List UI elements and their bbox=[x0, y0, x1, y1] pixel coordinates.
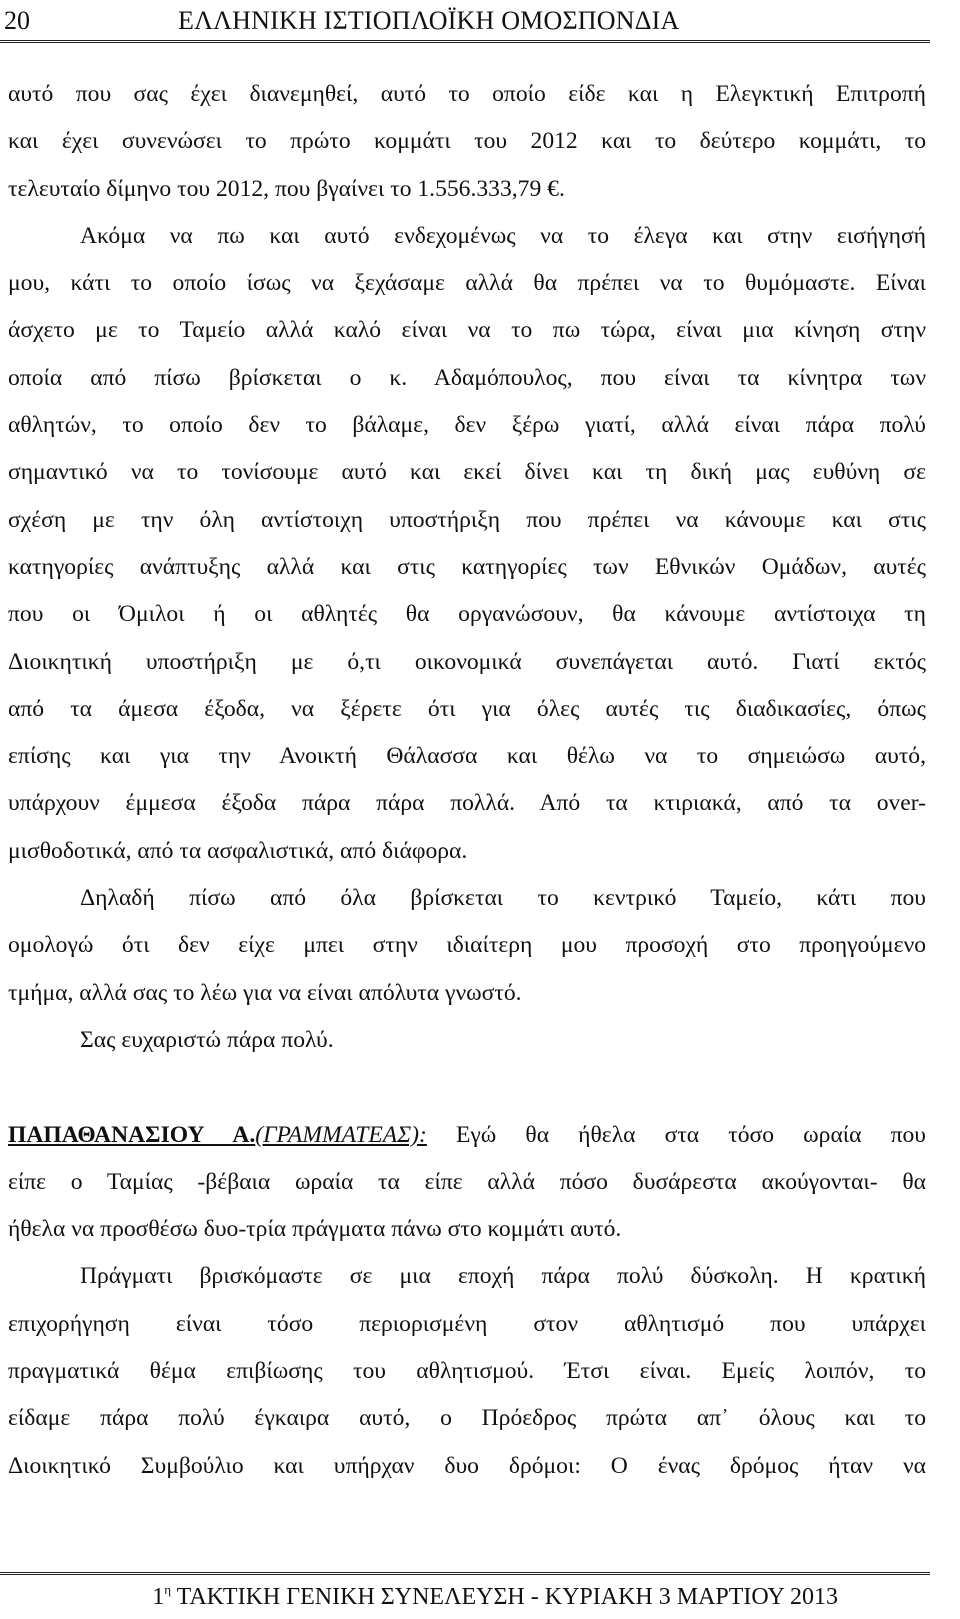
text-line: άσχετο με το Ταμείο αλλά καλό είναι να το πω τώρα, είναι μια κίνηση στην bbox=[8, 317, 926, 344]
page-footer bbox=[0, 1572, 930, 1619]
header-title: ΕΛΛΗΝΙΚΗ ΙΣΤΙΟΠΛΟΪΚΗ ΟΜΟΣΠΟΝΔΙΑ bbox=[178, 6, 680, 35]
page-header bbox=[0, 4, 930, 43]
text-line: ομολογώ ότι δεν είχε μπει στην ιδιαίτερη μου προσοχή στο προηγούμενο bbox=[8, 932, 926, 959]
text-line: τμήμα, αλλά σας το λέω για να είναι απόλυτα γνωστό. bbox=[8, 979, 522, 1006]
page-number: 20 bbox=[4, 6, 30, 35]
text-line: σχέση με την όλη αντίστοιχη υποστήριξη που πρέπει να κάνουμε και στις bbox=[8, 506, 926, 533]
speaker-line-text: Εγώ θα ήθελα στα τόσο ωραία που bbox=[426, 1121, 926, 1148]
text-line: επίσης και για την Ανοικτή Θάλασσα και θέλω να το σημειώσω αυτό, bbox=[8, 743, 926, 770]
text-line: είπε ο Ταμίας -βέβαια ωραία τα είπε αλλά πόσο δυσάρεστα ακούγονται- θα bbox=[8, 1168, 926, 1195]
text-line: αθλητών, το οποίο δεν το βάλαμε, δεν ξέρω γιατί, αλλά είναι πάρα πολύ bbox=[8, 412, 926, 439]
text-line: Σας ευχαριστώ πάρα πολύ. bbox=[80, 1026, 334, 1053]
footer-ordinal-suffix: η bbox=[164, 1582, 172, 1597]
text-line: σημαντικό να το τονίσουμε αυτό και εκεί δίνει και τη δική μας ευθύνη σε bbox=[8, 459, 926, 486]
speaker-name: ΠΑΠΑΘΑΝΑΣΙΟΥ Α. bbox=[8, 1121, 256, 1148]
text-line: Δηλαδή πίσω από όλα βρίσκεται το κεντρικό Ταμείο, κάτι που bbox=[80, 885, 926, 912]
speaker-role: (ΓΡΑΜΜΑΤΕΑΣ): bbox=[255, 1121, 427, 1148]
text-line: επιχορήγηση είναι τόσο περιορισμένη στον αθλητισμό που υπάρχει bbox=[8, 1310, 926, 1337]
speaker-line bbox=[8, 1112, 926, 1159]
text-line: Διοικητικό Συμβούλιο και υπήρχαν δυο δρόμοι: Ο ένας δρόμος ήταν να bbox=[8, 1452, 926, 1479]
text-line: που οι Όμιλοι ή οι αθλητές θα οργανώσουν, θα κάνουμε αντίστοιχα τη bbox=[8, 601, 926, 628]
document-body bbox=[8, 71, 926, 1490]
text-line: οποία από πίσω βρίσκεται ο κ. Αδαμόπουλος, που είναι τα κίνητρα των bbox=[8, 364, 926, 391]
text-line: Διοικητική υποστήριξη με ό,τι οικονομικά συνεπάγεται αυτό. Γιατί εκτός bbox=[8, 648, 926, 675]
text-line: Ακόμα να πω και αυτό ενδεχομένως να το έλεγα και στην εισήγησή bbox=[80, 222, 926, 249]
text-line: και έχει συνενώσει το πρώτο κομμάτι του 2012 και το δεύτερο κομμάτι, το bbox=[8, 128, 926, 155]
text-line: πραγματικά θέμα επιβίωσης του αθλητισμού. Έτσι είναι. Εμείς λοιπόν, το bbox=[8, 1358, 926, 1385]
text-line: ήθελα να προσθέσω δυο-τρία πράγματα πάνω στο κομμάτι αυτό. bbox=[8, 1216, 622, 1243]
text-line: μου, κάτι το οποίο ίσως να ξεχάσαμε αλλά θα πρέπει να το θυμόμαστε. Είναι bbox=[8, 270, 926, 297]
paragraph-gap bbox=[8, 1064, 926, 1111]
footer-title: ΤΑΚΤΙΚΗ ΓΕΝΙΚΗ ΣΥΝΕΛΕΥΣΗ - ΚΥΡΙΑΚΗ 3 ΜΑΡΤΙΟΥ 2013 bbox=[171, 1584, 838, 1610]
text-line: τελευταίο δίμηνο του 2012, που βγαίνει το 1.556.333,79 €. bbox=[8, 175, 565, 202]
text-line: κατηγορίες ανάπτυξης αλλά και στις κατηγορίες των Εθνικών Ομάδων, αυτές bbox=[8, 553, 926, 580]
text-line: Πράγματι βρισκόμαστε σε μια εποχή πάρα πολύ δύσκολη. Η κρατική bbox=[80, 1263, 926, 1290]
footer-text bbox=[152, 1579, 838, 1618]
text-line: είδαμε πάρα πολύ έγκαιρα αυτό, ο Πρόεδρος πρώτα απ᾽ όλους και το bbox=[8, 1405, 926, 1432]
footer-ordinal: 1 bbox=[152, 1584, 165, 1610]
text-line: αυτό που σας έχει διανεμηθεί, αυτό το οποίο είδε και η Ελεγκτική Επιτροπή bbox=[8, 81, 926, 107]
text-line: από τα άμεσα έξοδα, να ξέρετε ότι για όλες αυτές τις διαδικασίες, όπως bbox=[8, 695, 926, 722]
text-line: μισθοδοτικά, από τα ασφαλιστικά, από διάφορα. bbox=[8, 837, 468, 864]
text-line: υπάρχουν έμμεσα έξοδα πάρα πάρα πολλά. Από τα κτιριακά, από τα over- bbox=[8, 790, 926, 817]
